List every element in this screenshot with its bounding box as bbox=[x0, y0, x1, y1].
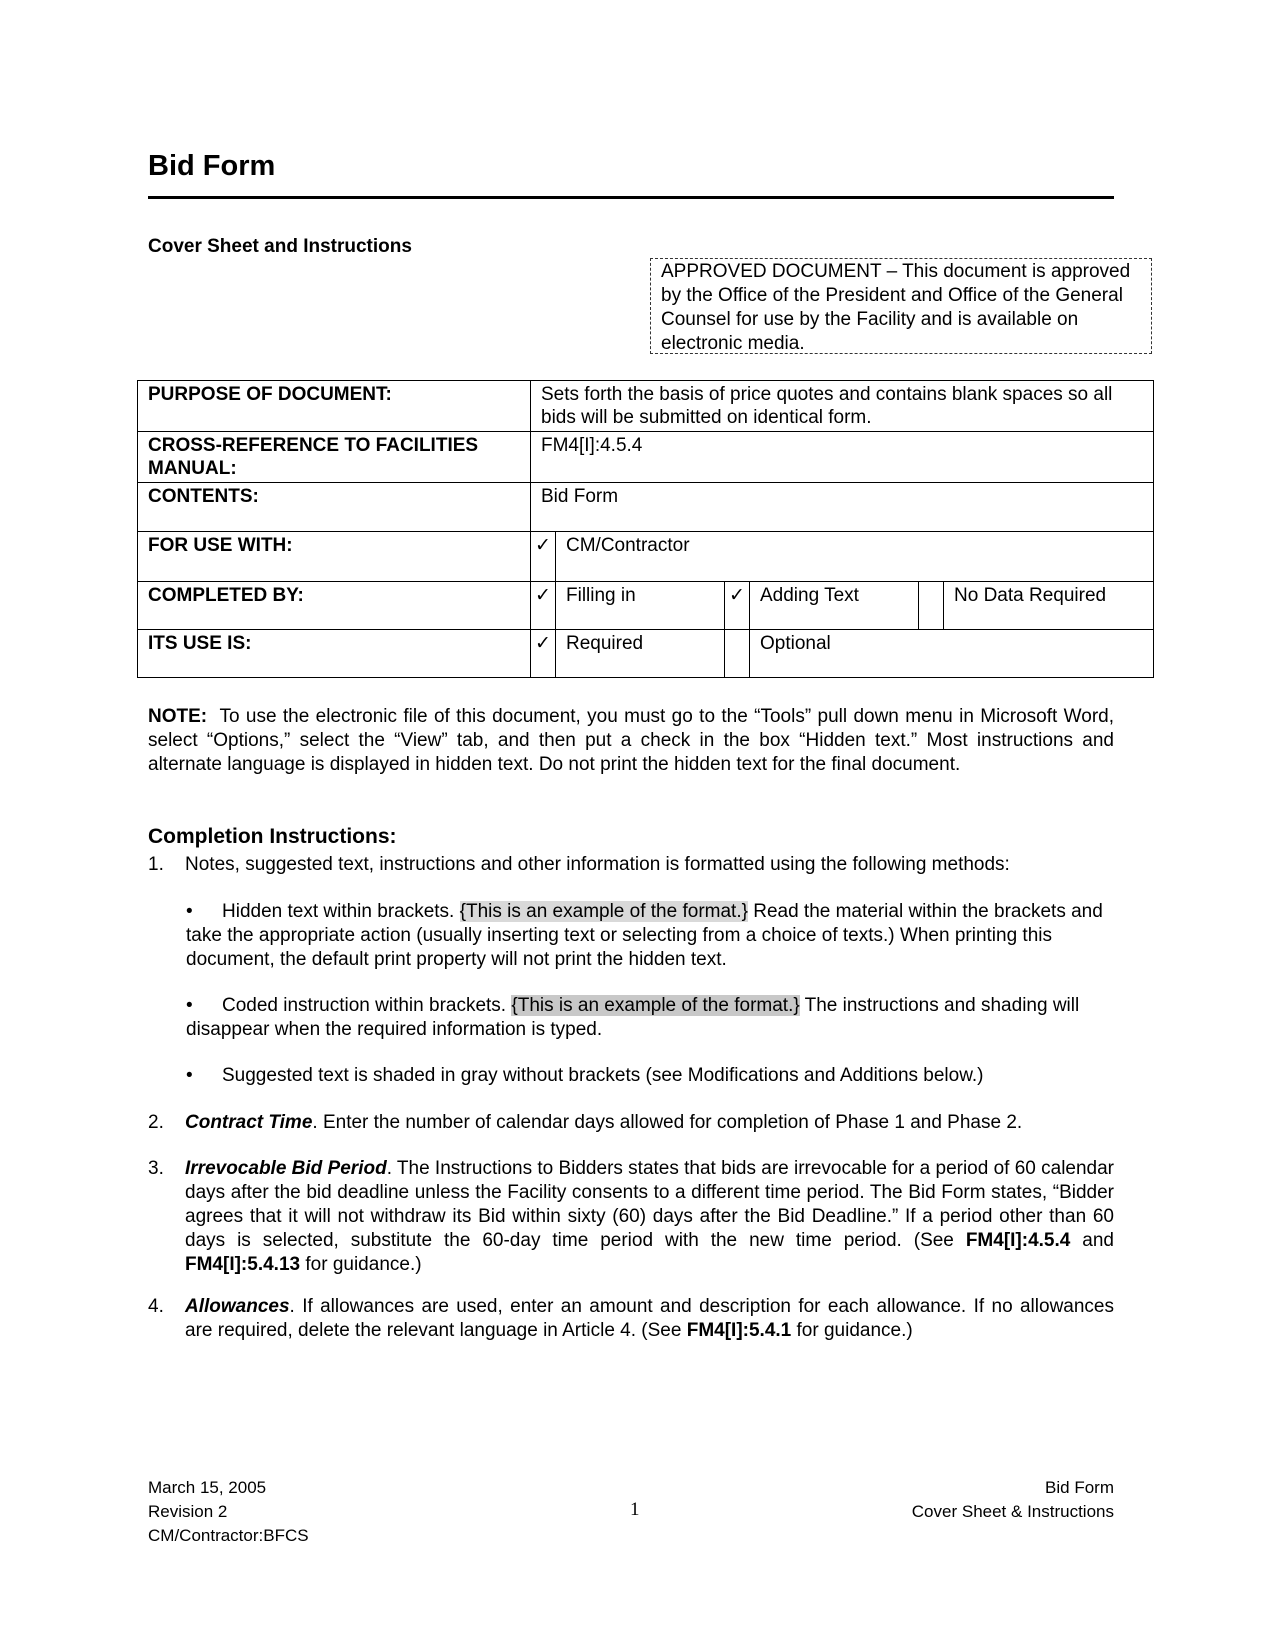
footer-left bbox=[148, 1476, 309, 1548]
bullet-text: Hidden text within brackets. bbox=[222, 901, 460, 922]
item-text: for guidance.) bbox=[300, 1254, 422, 1275]
bullet-text: Suggested text is shaded in gray without brackets (see Modifications and Additions below.) bbox=[222, 1065, 984, 1086]
item-text: . Enter the number of calendar days allowed for completion of Phase 1 and Phase 2. bbox=[312, 1112, 1023, 1133]
note-paragraph bbox=[148, 705, 1114, 777]
reference-link: FM4[I]:4.5.4 bbox=[965, 1230, 1071, 1251]
bullet-item bbox=[186, 1064, 1114, 1088]
example-format-text: {This is an example of the format.} bbox=[459, 901, 748, 922]
reference-link: FM4[I]:5.4.1 bbox=[686, 1320, 792, 1341]
subtitle: Cover Sheet and Instructions bbox=[148, 236, 412, 257]
bullet-text: The instructions and shading will disappear when the required information is typed. bbox=[186, 995, 1080, 1040]
empty-checkbox-cell bbox=[919, 582, 944, 630]
check-icon: ✓ bbox=[531, 630, 556, 678]
bullet-text: Coded instruction within brackets. bbox=[222, 995, 512, 1016]
item-number: 2. bbox=[148, 1112, 164, 1133]
check-icon: ✓ bbox=[531, 532, 556, 582]
purpose-label: PURPOSE OF DOCUMENT: bbox=[138, 381, 531, 432]
reference-link: FM4[I]:5.4.13 bbox=[185, 1254, 301, 1275]
item-text: . If allowances are used, enter an amount and description for each allowance. If no allowances are required, delete the relevant language in Article 4. (See bbox=[185, 1296, 1114, 1341]
purpose-value: Sets forth the basis of price quotes and contains blank spaces so all bids will be submitted on identical form. bbox=[531, 381, 1154, 432]
empty-checkbox-cell bbox=[725, 630, 750, 678]
crossref-label: CROSS-REFERENCE TO FACILITIES MANUAL: bbox=[138, 432, 531, 483]
title-rule bbox=[148, 196, 1114, 199]
note-label: NOTE: bbox=[148, 706, 208, 727]
item-text: Notes, suggested text, instructions and other information is formatted using the following methods: bbox=[185, 854, 1010, 875]
foruse-label: FOR USE WITH: bbox=[138, 532, 531, 582]
list-item bbox=[148, 1157, 1114, 1277]
completed-option-adding-text: Adding Text bbox=[750, 582, 919, 630]
contents-value: Bid Form bbox=[531, 483, 1154, 532]
check-icon: ✓ bbox=[725, 582, 750, 630]
footer-date: March 15, 2005 bbox=[148, 1478, 267, 1497]
footer-code: CM/Contractor:BFCS bbox=[148, 1526, 309, 1545]
item-number: 1. bbox=[148, 854, 164, 875]
footer-doc-section: Cover Sheet & Instructions bbox=[911, 1502, 1114, 1521]
item-number: 4. bbox=[148, 1296, 164, 1317]
page-title: Bid Form bbox=[148, 150, 276, 182]
footer-doc-title: Bid Form bbox=[1045, 1478, 1114, 1497]
check-icon: ✓ bbox=[531, 582, 556, 630]
item-text: . The Instructions to Bidders states that bids are irrevocable for a period of 60 calendar days after the bid deadline unless the Facility consents to a different time period. The Bid Form states, “Bidder agrees that it will not withdraw its Bid within sixty (60) days after the Bid Deadline.” If a period other than 60 days is selected, substitute the 60-day time period with the new time period. (See bbox=[185, 1158, 1115, 1251]
bullet-icon: • bbox=[186, 1065, 193, 1086]
bullet-text: Read the material within the brackets and take the appropriate action (usually inserting text or selecting from a choice of texts.) When printing this document, the default print property will not print the hidden text. bbox=[186, 901, 1103, 970]
footer-revision: Revision 2 bbox=[148, 1502, 228, 1521]
item-text: for guidance.) bbox=[791, 1320, 913, 1341]
completed-label: COMPLETED BY: bbox=[138, 582, 531, 630]
item-number: 3. bbox=[148, 1158, 164, 1179]
completed-option-no-data: No Data Required bbox=[944, 582, 1154, 630]
use-option-required: Required bbox=[556, 630, 725, 678]
bullet-item bbox=[186, 994, 1114, 1042]
list-item bbox=[148, 1295, 1114, 1343]
use-label: ITS USE IS: bbox=[138, 630, 531, 678]
use-option-optional: Optional bbox=[750, 630, 1154, 678]
footer-right bbox=[912, 1476, 1114, 1524]
page-number: 1 bbox=[630, 1499, 640, 1520]
completed-option-filling: Filling in bbox=[556, 582, 725, 630]
item-title: Irrevocable Bid Period bbox=[185, 1158, 387, 1179]
bullet-icon: • bbox=[186, 995, 193, 1016]
item-title: Allowances bbox=[185, 1296, 290, 1317]
list-item bbox=[148, 853, 1114, 877]
approved-notice-box: APPROVED DOCUMENT – This document is approved by the Office of the President and Office of the General Counsel for use by the Facility and is available on electronic media. bbox=[650, 258, 1152, 354]
item-text: and bbox=[1070, 1230, 1115, 1251]
list-item bbox=[148, 1111, 1114, 1135]
crossref-value: FM4[I]:4.5.4 bbox=[531, 432, 1154, 483]
bullet-icon: • bbox=[186, 901, 193, 922]
document-info-table bbox=[137, 380, 1154, 678]
item-title: Contract Time bbox=[185, 1112, 313, 1133]
note-text: To use the electronic file of this document, you must go to the “Tools” pull down menu in Microsoft Word, select “Options,” select the “View” tab, and then put a check in the box “Hidden text.” Most instructions and alternate language is displayed in hidden text. Do not print the hidden text for the final document. bbox=[148, 706, 1114, 775]
bullet-item bbox=[186, 900, 1114, 972]
example-format-text: {This is an example of the format.} bbox=[511, 995, 800, 1016]
completion-heading: Completion Instructions: bbox=[148, 825, 397, 848]
contents-label: CONTENTS: bbox=[138, 483, 531, 532]
foruse-value: CM/Contractor bbox=[556, 532, 1154, 582]
